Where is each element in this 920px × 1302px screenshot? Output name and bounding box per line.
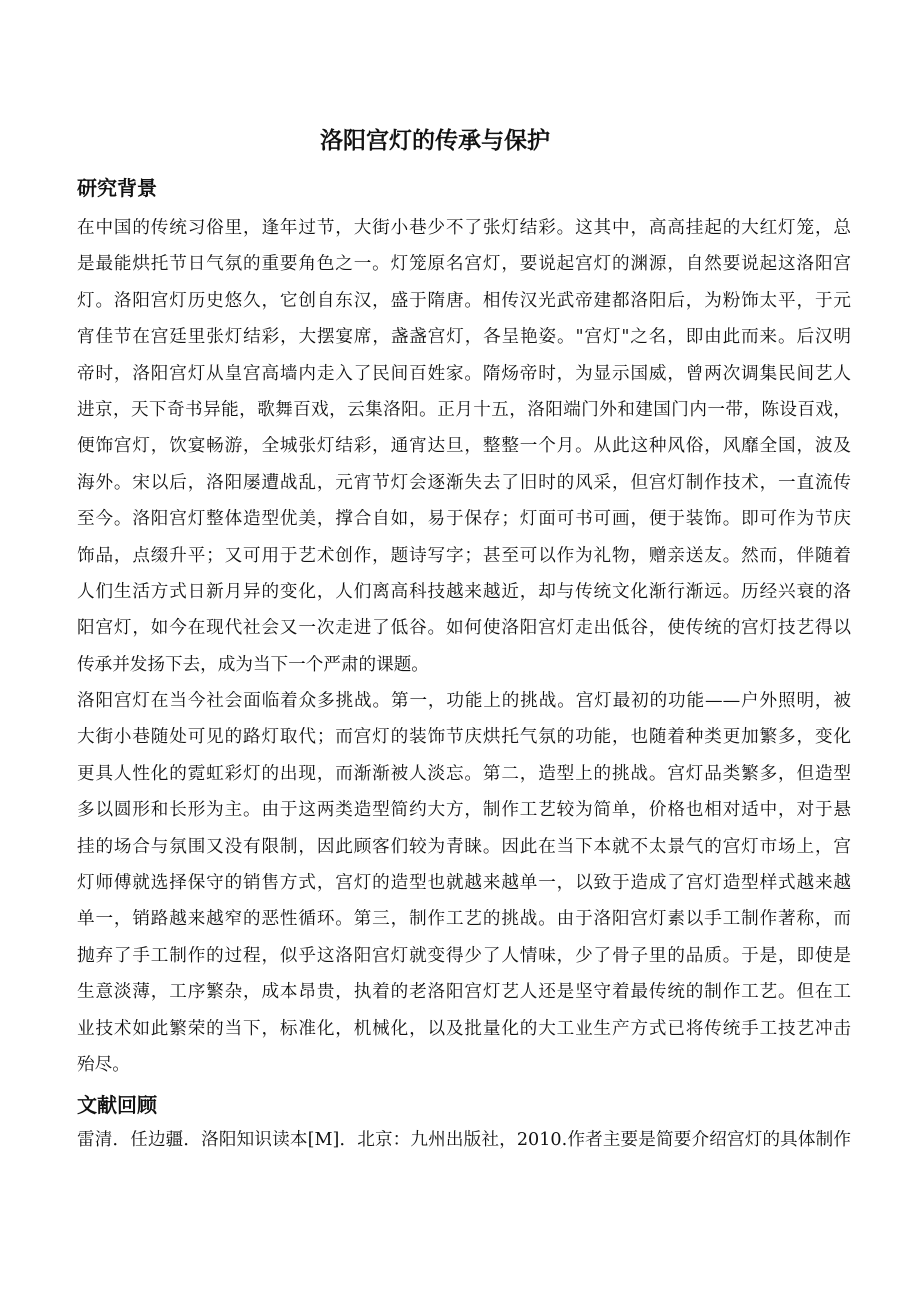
text-line: 宵佳节在宫廷里张灯结彩，大摆宴席，盏盏宫灯，各呈艳姿。"宫灯"之名，即由此而来。后汉明: [77, 327, 851, 348]
text-line: 人们生活方式日新月异的变化，人们离高科技越来越近，却与传统文化渐行渐远。历经兴衰的洛: [77, 581, 851, 602]
paragraph-reference: [77, 1122, 851, 1158]
text-line: 是最能烘托节日气氛的重要角色之一。灯笼原名宫灯，要说起宫灯的渊源，自然要说起这洛阳宫: [77, 254, 851, 275]
text-line: 单一，销路越来越窄的恶性循环。第三，制作工艺的挑战。由于洛阳宫灯素以手工制作著称，而: [77, 909, 851, 930]
section-heading-literature-review: 文献回顾: [77, 1093, 157, 1117]
paragraph-background: [77, 210, 851, 683]
text-line: 殆尽。: [77, 1054, 130, 1075]
section-heading-research-background: 研究背景: [77, 176, 157, 200]
text-line: 业技术如此繁荣的当下，标准化，机械化，以及批量化的大工业生产方式已将传统手工技艺冲击: [77, 1018, 851, 1039]
text-line: 雷清．任边疆．洛阳知识读本[M]．北京：九州出版社，2010.作者主要是简要介绍宫灯的具体制作: [77, 1130, 851, 1150]
text-line: 饰品，点缀升平；又可用于艺术创作，题诗写字；甚至可以作为礼物，赠亲送友。然而，伴随着: [77, 545, 851, 566]
text-line: 洛阳宫灯在当今社会面临着众多挑战。第一，功能上的挑战。宫灯最初的功能——户外照明，被: [77, 691, 851, 711]
text-line: 便饰宫灯，饮宴畅游，全城张灯结彩，通宵达旦，整整一个月。从此这种风俗，风靡全国，波及: [77, 436, 851, 457]
text-line: 抛弃了手工制作的过程，似乎这洛阳宫灯就变得少了人情味，少了骨子里的品质。于是，即使是: [77, 945, 851, 966]
text-line: 大街小巷随处可见的路灯取代；而宫灯的装饰节庆烘托气氛的功能，也随着种类更加繁多，变化: [77, 727, 851, 748]
paragraph-challenges: [77, 683, 851, 1083]
document-title: 洛阳宫灯的传承与保护: [320, 128, 550, 154]
text-line: 至今。洛阳宫灯整体造型优美，撑合自如，易于保存；灯面可书可画，便于装饰。即可作为节庆: [77, 509, 851, 530]
text-line: 挂的场合与氛围又没有限制，因此顾客们较为青睐。因此在当下本就不太景气的宫灯市场上，宫: [77, 836, 851, 857]
text-line: 进京，天下奇书异能，歌舞百戏，云集洛阳。正月十五，洛阳端门外和建国门内一带，陈设百戏，: [77, 399, 851, 420]
text-line: 在中国的传统习俗里，逢年过节，大街小巷少不了张灯结彩。这其中，高高挂起的大红灯笼，总: [77, 218, 851, 238]
text-line: 帝时，洛阳宫灯从皇宫高墙内走入了民间百姓家。隋炀帝时，为显示国威，曾两次调集民间艺人: [77, 363, 851, 384]
text-line: 生意淡薄，工序繁杂，成本昂贵，执着的老洛阳宫灯艺人还是坚守着最传统的制作工艺。但在工: [77, 982, 851, 1003]
text-line: 更具人性化的霓虹彩灯的出现，而渐渐被人淡忘。第二，造型上的挑战。宫灯品类繁多，但造型: [77, 763, 851, 784]
text-line: 多以圆形和长形为主。由于这两类造型简约大方，制作工艺较为简单，价格也相对适中，对于悬: [77, 800, 851, 821]
text-line: 灯。洛阳宫灯历史悠久，它创自东汉，盛于隋唐。相传汉光武帝建都洛阳后，为粉饰太平，于元: [77, 290, 851, 311]
text-line: 海外。宋以后，洛阳屡遭战乱，元宵节灯会逐渐失去了旧时的风采，但宫灯制作技术，一直流传: [77, 472, 851, 493]
text-line: 灯师傅就选择保守的销售方式，宫灯的造型也就越来越单一，以致于造成了宫灯造型样式越来越: [77, 872, 851, 893]
text-line: 传承并发扬下去，成为当下一个严肃的课题。: [77, 654, 429, 675]
text-line: 阳宫灯，如今在现代社会又一次走进了低谷。如何使洛阳宫灯走出低谷，使传统的宫灯技艺得以: [77, 618, 851, 639]
